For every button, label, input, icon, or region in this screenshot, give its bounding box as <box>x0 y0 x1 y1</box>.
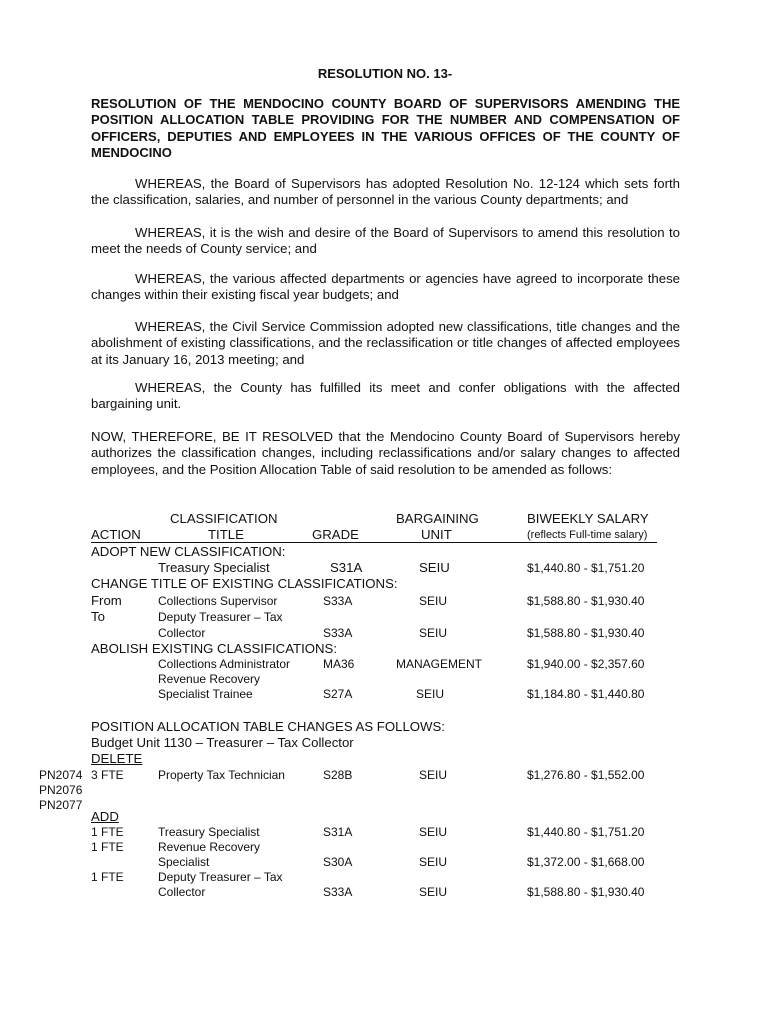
add1-title: Treasury Specialist <box>158 825 260 839</box>
change-from-grade: S33A <box>323 594 353 608</box>
whereas-text-1: WHEREAS, the Board of Supervisors has adopted Resolution No. 12-124 which sets forth the classification, salaries, and number of personnel in the various County departments; and <box>91 176 680 208</box>
add3-fte: 1 FTE <box>91 870 124 884</box>
whereas-paragraph-2 <box>91 225 680 258</box>
abolish-row1-title: Collections Administrator <box>158 657 291 671</box>
pat-heading: POSITION ALLOCATION TABLE CHANGES AS FOLLOWS: <box>91 719 445 734</box>
header-grade: GRADE <box>312 527 359 542</box>
add2-grade: S30A <box>323 855 353 869</box>
abolish-row2-unit: SEIU <box>416 687 445 701</box>
resolution-heading: RESOLUTION OF THE MENDOCINO COUNTY BOARD OF SUPERVISORS AMENDING THE POSITION ALLOCATION TABLE PROVIDING FOR THE NUMBER AND COMPENSATION OF OFFICERS, DEPUTIES AND EMPLOYEES IN THE VARIOUS OFFICES OF THE COUNTY OF MENDOCINO <box>91 96 680 160</box>
pat-budget-unit: Budget Unit 1130 – Treasurer – Tax Collector <box>91 735 354 750</box>
abolish-row1-salary: $1,940.00 - $2,357.60 <box>527 657 645 671</box>
header-action: ACTION <box>91 527 141 542</box>
change-to-grade: S33A <box>323 626 353 640</box>
change-from-salary: $1,588.80 - $1,930.40 <box>527 594 645 608</box>
change-from-title: Collections Supervisor <box>158 594 278 608</box>
pn-item-1: PN2074 <box>39 768 83 782</box>
add3-title-2: Collector <box>158 885 206 899</box>
change-to-title-1: Deputy Treasurer – Tax <box>158 610 283 624</box>
abolish-row2-grade: S27A <box>323 687 353 701</box>
whereas-text-5: WHEREAS, the County has fulfilled its meet and confer obligations with the affected bargaining unit. <box>91 380 680 412</box>
delete-title: Property Tax Technician <box>158 768 285 782</box>
whereas-text-2: WHEREAS, it is the wish and desire of the Board of Supervisors to amend this resolution to meet the needs of County service; and <box>91 225 680 257</box>
header-bargaining: BARGAINING <box>396 511 479 526</box>
adopt-salary: $1,440.80 - $1,751.20 <box>527 561 645 575</box>
change-from-unit: SEIU <box>419 594 448 608</box>
whereas-paragraph-1 <box>91 176 680 209</box>
change-label: CHANGE TITLE OF EXISTING CLASSIFICATIONS: <box>91 576 398 591</box>
abolish-label: ABOLISH EXISTING CLASSIFICATIONS: <box>91 641 337 656</box>
header-salary-note: (reflects Full-time salary) <box>527 529 648 541</box>
add3-salary: $1,588.80 - $1,930.40 <box>527 885 645 899</box>
pat-add-label: ADD <box>91 809 119 824</box>
header-unit: UNIT <box>421 527 452 542</box>
header-underline <box>91 542 657 543</box>
add2-salary: $1,372.00 - $1,668.00 <box>527 855 645 869</box>
add1-fte: 1 FTE <box>91 825 124 839</box>
change-from-label: From <box>91 593 122 608</box>
whereas-paragraph-3 <box>91 271 680 304</box>
add1-salary: $1,440.80 - $1,751.20 <box>527 825 645 839</box>
pn-item-3: PN2077 <box>39 798 83 812</box>
add2-title-1: Revenue Recovery <box>158 840 261 854</box>
whereas-text-4: WHEREAS, the Civil Service Commission adopted new classifications, title changes and the abolishment of existing classifications, and the reclassification or title changes of affected employees at its January 16, 2013 meeting; and <box>91 319 680 367</box>
whereas-paragraph-5 <box>91 380 680 413</box>
add2-unit: SEIU <box>419 855 448 869</box>
change-to-title-2: Collector <box>158 626 206 640</box>
whereas-text-3: WHEREAS, the various affected departments or agencies have agreed to incorporate these changes within their existing fiscal year budgets; and <box>91 271 680 303</box>
pat-delete-label: DELETE <box>91 751 143 766</box>
pn-item-2: PN2076 <box>39 783 83 797</box>
adopt-label: ADOPT NEW CLASSIFICATION: <box>91 544 286 559</box>
header-salary: BIWEEKLY SALARY <box>527 511 649 526</box>
add1-unit: SEIU <box>419 825 448 839</box>
delete-unit: SEIU <box>419 768 448 782</box>
change-to-unit: SEIU <box>419 626 448 640</box>
whereas-paragraph-4 <box>91 319 680 368</box>
abolish-row2-title-2: Specialist Trainee <box>158 687 253 701</box>
adopt-title: Treasury Specialist <box>158 560 270 575</box>
abolish-row2-title-1: Revenue Recovery <box>158 672 261 686</box>
add2-title-2: Specialist <box>158 855 210 869</box>
delete-grade: S28B <box>323 768 353 782</box>
header-classification: CLASSIFICATION <box>170 511 278 526</box>
delete-salary: $1,276.80 - $1,552.00 <box>527 768 645 782</box>
resolved-paragraph: NOW, THEREFORE, BE IT RESOLVED that the Mendocino County Board of Supervisors hereby authorizes the classification changes, including reclassifications and/or salary changes to affected employees, and the Position Allocation Table of said resolution to be amended as follows: <box>91 429 680 477</box>
header-title: TITLE <box>208 527 244 542</box>
add2-fte: 1 FTE <box>91 840 124 854</box>
abolish-row2-salary: $1,184.80 - $1,440.80 <box>527 687 645 701</box>
add1-grade: S31A <box>323 825 353 839</box>
resolution-title: RESOLUTION NO. 13- <box>317 66 453 81</box>
add3-grade: S33A <box>323 885 353 899</box>
change-to-label: To <box>91 609 105 624</box>
abolish-row1-unit: MANAGEMENT <box>396 657 483 671</box>
add3-title-1: Deputy Treasurer – Tax <box>158 870 283 884</box>
add3-unit: SEIU <box>419 885 448 899</box>
adopt-grade: S31A <box>330 560 363 575</box>
change-to-salary: $1,588.80 - $1,930.40 <box>527 626 645 640</box>
abolish-row1-grade: MA36 <box>323 657 355 671</box>
adopt-unit: SEIU <box>419 560 450 575</box>
delete-fte: 3 FTE <box>91 768 124 782</box>
